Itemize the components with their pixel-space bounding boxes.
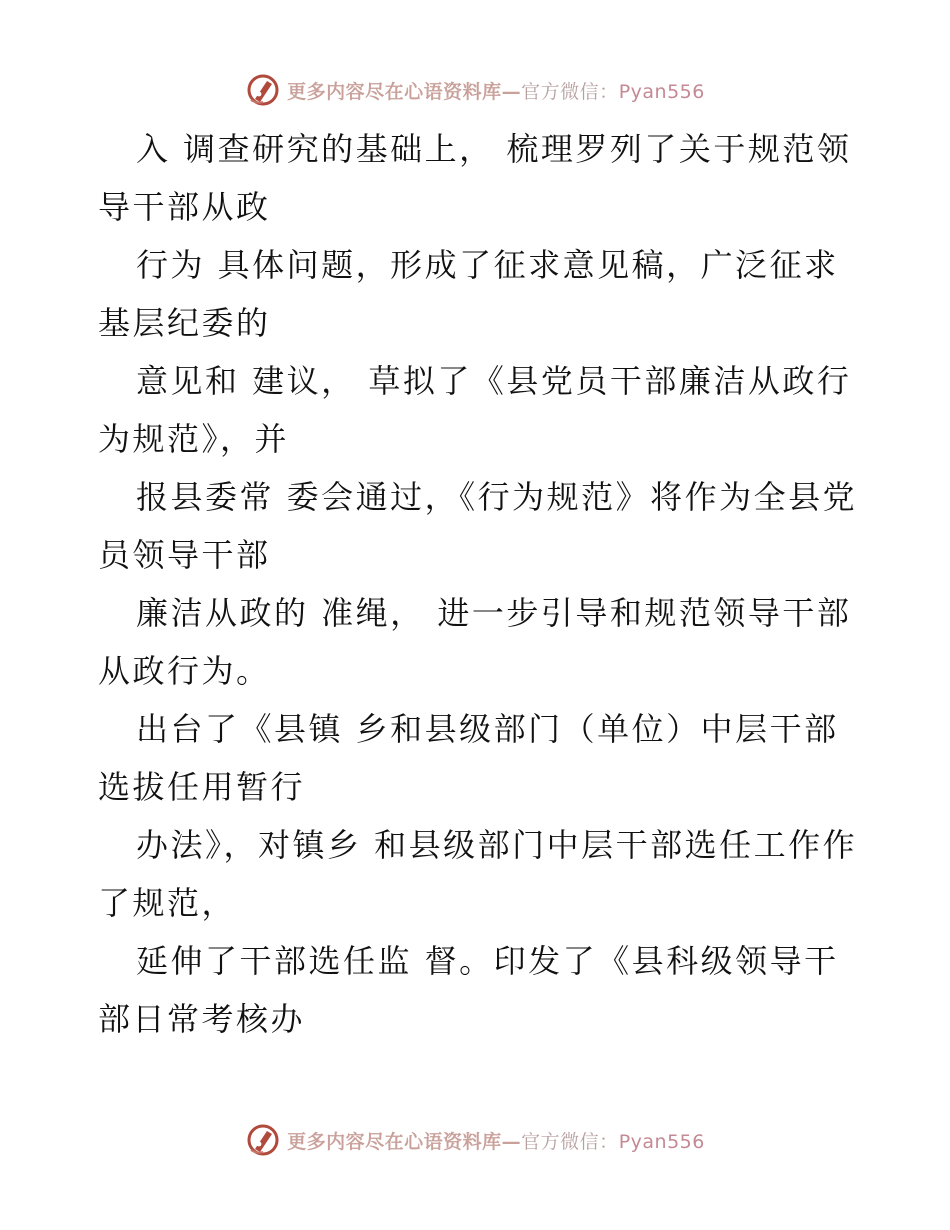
paragraph: 出台了《县镇 乡和县级部门（单位）中层干部选拔任用暂行 (98, 710, 839, 806)
paragraph: 办法》，对镇乡 和县级部门中层干部选任工作作了规范， (98, 826, 858, 922)
pen-nib-seal-icon (245, 1122, 281, 1158)
paragraph: 入 调查研究的基础上， 梳理罗列了关于规范领导干部从政 (98, 130, 852, 226)
pen-nib-seal-icon (245, 72, 281, 108)
paragraph: 意见和 建议， 草拟了《县党员干部廉洁从政行为规范》，并 (98, 362, 852, 458)
paragraph: 延伸了干部选任监 督。印发了《县科级领导干部日常考核办 (98, 942, 839, 1038)
watermark-text: 更多内容尽在心语资料库—官方微信：Pyan556 (287, 80, 705, 103)
header-watermark (0, 70, 950, 110)
paragraph: 报县委常 委会通过，《行为规范》将作为全县党员领导干部 (98, 478, 858, 574)
document-body (98, 120, 858, 1048)
paragraph: 行为 具体问题，形成了征求意见稿，广泛征求基层纪委的 (98, 246, 839, 342)
footer-watermark (0, 1120, 950, 1160)
watermark-text: 更多内容尽在心语资料库—官方微信：Pyan556 (287, 1130, 705, 1153)
paragraph: 廉洁从政的 准绳， 进一步引导和规范领导干部从政行为。 (98, 594, 852, 690)
